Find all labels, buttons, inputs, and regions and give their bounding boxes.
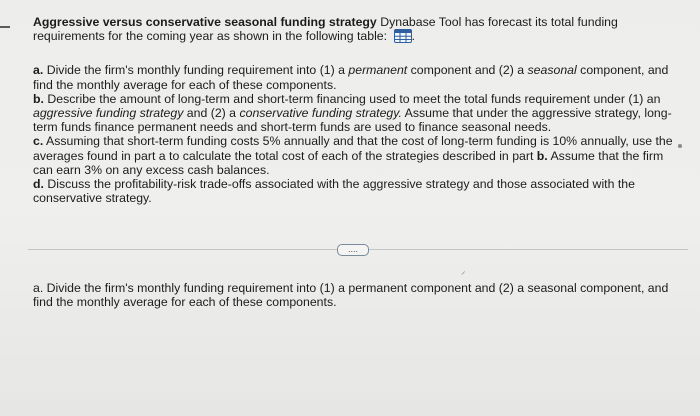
part-text: and (2) a	[183, 106, 240, 121]
part-text: Assume that the firm can earn 3% on any excess cash balances.	[33, 148, 664, 177]
question-part	[33, 177, 683, 205]
ellipsis-icon: ....	[347, 244, 358, 254]
question-part	[33, 134, 683, 177]
question-intro	[33, 15, 683, 43]
question-parts	[33, 63, 683, 205]
scroll-dot	[678, 144, 682, 148]
left-edge-marker	[0, 26, 10, 28]
question-title: Aggressive versus conservative seasonal funding strategy	[33, 15, 377, 29]
part-text: Discuss the profitability-risk trade-offs associated with the aggressive strategy and those associated with the conservative strategy.	[33, 177, 635, 206]
part-label: b.	[33, 91, 44, 106]
intro-suffix: .	[411, 29, 415, 44]
question-part	[33, 92, 683, 135]
part-text: component and (2) a	[407, 63, 528, 78]
part-text: Assume that under the aggressive strategy, long-term funds finance permanent needs and short-term funds are used to finance seasonal needs.	[33, 106, 672, 135]
part-text: Describe the amount of long-term and short-term financing used to meet the total funds requirement under (1) an	[47, 91, 661, 106]
spreadsheet-grid-icon[interactable]	[394, 29, 412, 43]
part-text: Divide the firm's monthly funding requirement into (1) a	[46, 63, 349, 78]
part-text: aggressive funding strategy	[33, 106, 184, 121]
part-text: b.	[536, 148, 548, 163]
cursor-icon: ⸝	[461, 266, 466, 276]
part-text: seasonal	[527, 63, 577, 78]
part-text: Assuming that short-term funding costs 5% annually and that the cost of long-term funding is 10% annually, use the averages found in part a to calculate the total cost of each of the strategies described in part	[33, 134, 673, 163]
question-block	[33, 15, 683, 205]
part-text: component, and find the monthly average for each of these components.	[33, 63, 669, 92]
question-part	[33, 63, 683, 91]
part-text: permanent	[348, 63, 408, 78]
intro-text: Dynabase Tool has forecast its total funding requirements for the coming year as shown in the following table:	[33, 15, 618, 44]
answer-part-a: a. Divide the firm's monthly funding requirement into (1) a permanent component and (2) a seasonal component, and find the monthly average for each of these components.	[33, 281, 669, 310]
expand-ellipsis-button[interactable]	[337, 244, 369, 256]
part-text: conservative funding strategy.	[239, 106, 402, 121]
part-label: c.	[33, 134, 44, 149]
part-label: d.	[33, 177, 44, 192]
part-label: a.	[33, 63, 44, 78]
